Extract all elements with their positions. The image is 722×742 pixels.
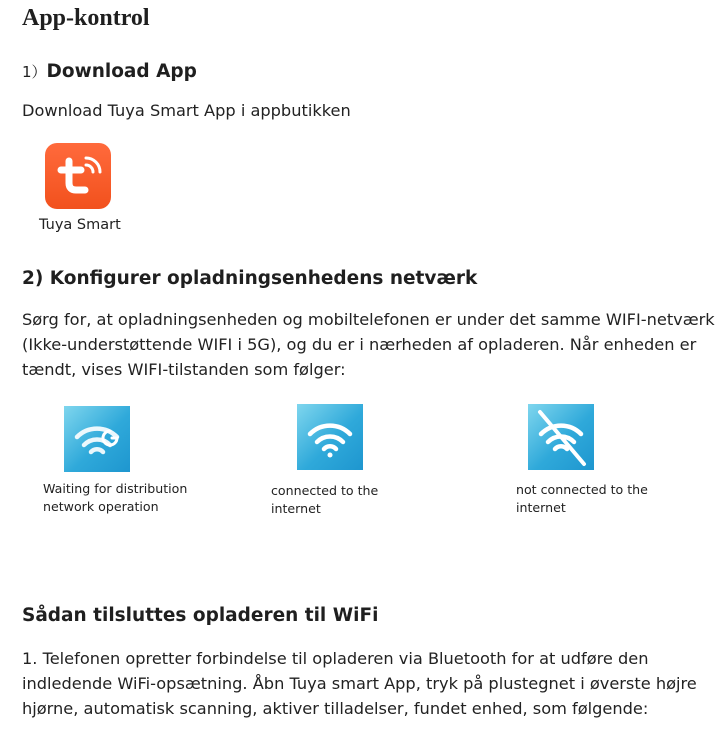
page-title: App-kontrol <box>22 5 150 31</box>
wifi-disconnected-caption <box>516 481 648 517</box>
wifi-waiting-caption <box>43 480 187 516</box>
tuya-app-icon <box>45 143 111 209</box>
caption-line: network operation <box>43 499 159 514</box>
section-1-title: Download App <box>46 61 197 82</box>
section-1-heading <box>22 61 197 82</box>
wifi-connected-caption <box>271 482 378 518</box>
paragraph-line: 1. Telefonen opretter forbindelse til opladeren via Bluetooth for at udføre den <box>22 649 649 668</box>
app-label: Tuya Smart <box>39 217 121 233</box>
paragraph-line: (Ikke-understøttende WIFI i 5G), og du er i nærheden af opladeren. Når enheden er <box>22 335 697 354</box>
caption-line: not connected to the <box>516 482 648 497</box>
caption-line: Waiting for distribution <box>43 481 188 496</box>
caption-line: internet <box>271 501 321 516</box>
caption-line: connected to the <box>271 483 379 498</box>
wifi-waiting-icon <box>64 406 130 472</box>
paragraph-line: indledende WiFi-opsætning. Åbn Tuya smart App, tryk på plustegnet i øverste højre <box>22 674 697 693</box>
paragraph-line: hjørne, automatisk scanning, aktiver tilladelser, fundet enhed, som følgende: <box>22 699 649 718</box>
paragraph-line: Sørg for, at opladningsenheden og mobiltelefonen er under det samme WIFI-netværk <box>22 310 715 329</box>
tuya-logo-icon <box>45 143 111 209</box>
section-2-number: 2) <box>22 268 44 289</box>
section-1-number: 1） <box>22 63 47 81</box>
section-3-heading: Sådan tilsluttes opladeren til WiFi <box>22 605 379 626</box>
section-3-paragraph <box>22 646 697 721</box>
caption-line: internet <box>516 500 566 515</box>
wifi-connected-icon <box>297 404 363 470</box>
section-2-paragraph <box>22 307 715 382</box>
section-2-heading <box>22 268 477 289</box>
wifi-disconnected-icon <box>528 404 594 470</box>
paragraph-line: tændt, vises WIFI-tilstanden som følger: <box>22 360 346 379</box>
section-1-text: Download Tuya Smart App i appbutikken <box>22 101 351 120</box>
section-2-title: Konfigurer opladningsenhedens netværk <box>49 268 478 289</box>
